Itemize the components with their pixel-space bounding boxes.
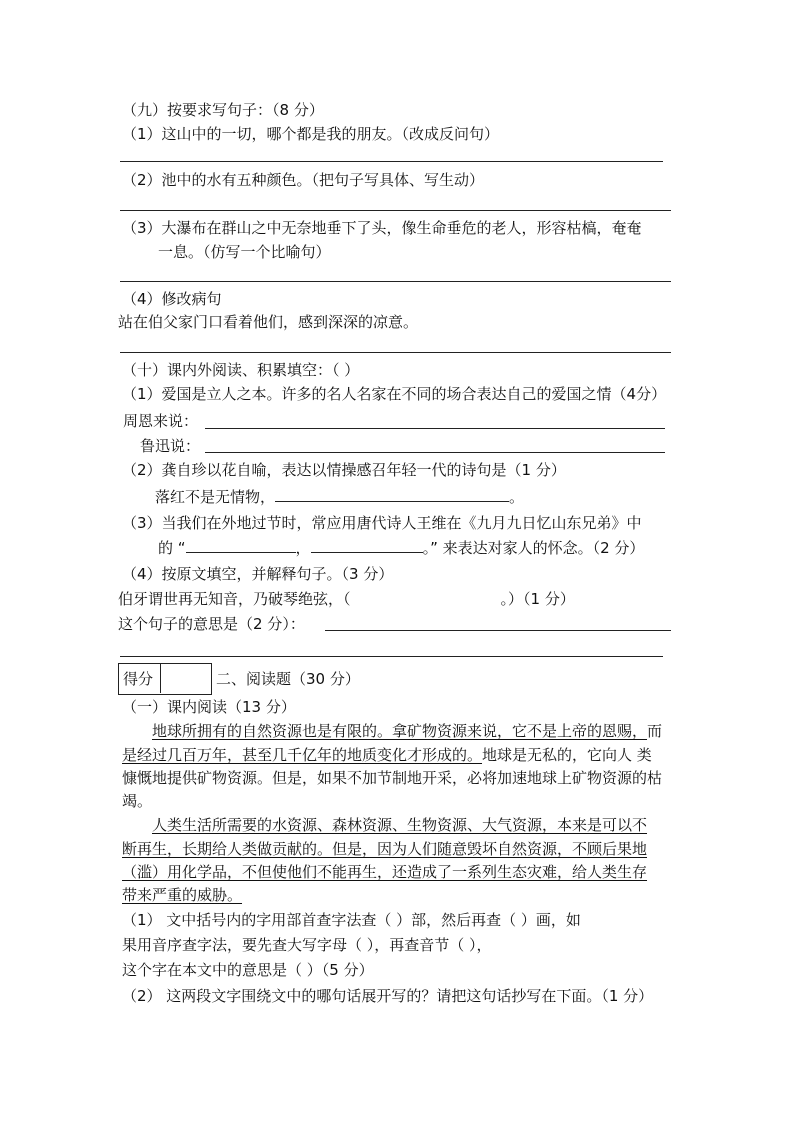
poem-end-mark: 。 — [509, 488, 525, 506]
answer-line-zhou[interactable] — [205, 428, 665, 429]
score-label: 得分 — [123, 670, 154, 688]
verse-comma: ， — [295, 539, 311, 557]
s10-question-4-title: （4）按原文填空，并解释句子。（3 分） — [122, 565, 394, 583]
passage-1-line-1 — [152, 720, 662, 742]
answer-line-s9-q4[interactable] — [120, 352, 671, 353]
s10-question-1: （1）爱国是立人之本。许多的名人名家在不同的场合表达自己的爱国之情（4分） — [122, 385, 667, 403]
sentence-prefix: 伯牙谓世再无知音，乃破琴绝弦，（ — [118, 590, 351, 608]
passage-2-line-4: 带来严重的威胁。 — [122, 886, 243, 904]
passage-1-line-4: 竭。 — [122, 792, 153, 810]
s10-question-3-line-1: （3）当我们在外地过节时，常应用唐代诗人王维在《九月九日忆山东兄弟》中 — [122, 514, 642, 532]
answer-line-s9-q3[interactable] — [120, 281, 671, 282]
s10-question-4-sentence — [118, 588, 575, 610]
part-2-title: 二、阅读题（30 分） — [216, 670, 360, 688]
passage-1-line-2-underlined: 是经过几百万年，甚至几千亿年的地质变化才形成的。 — [122, 746, 483, 764]
s10-question-4-meaning: 这个句子的意思是（2 分）： — [118, 615, 305, 633]
s9-question-2: （2）池中的水有五种颜色。（把句子写具体、写生动） — [122, 171, 485, 189]
s10-question-3-line-2 — [158, 537, 644, 559]
reading-question-2: （2） 这两段文字围绕文中的哪句话展开写的？请把这句话抄写在下面。（1 分） — [122, 987, 654, 1005]
s9-question-3-line-2: 一息。（仿写一个比喻句） — [158, 243, 331, 261]
reading-section-1-title: （一）课内阅读（13 分） — [122, 698, 296, 716]
section-9-title: （九）按要求写句子：（8 分） — [122, 101, 324, 119]
passage-1-line-1-underlined: 地球所拥有的自然资源也是有限的。拿矿物资源来说，它不是上帝的恩赐， — [152, 722, 648, 740]
section-10-title: （十）课内外阅读、积累填空：（ ） — [122, 361, 360, 379]
answer-line-meaning-2[interactable] — [120, 656, 663, 657]
reading-question-1-line-2: 果用音序查字法，要先查大写字母（ ），再查音节（ ）， — [122, 936, 492, 954]
score-input-cell[interactable] — [161, 664, 209, 693]
answer-line-s9-q1[interactable] — [120, 161, 663, 162]
passage-1-line-1-tail: 而 — [647, 722, 663, 740]
s9-question-4-sentence: 站在伯父家门口看着他们，感到深深的凉意。 — [118, 313, 419, 331]
passage-1-line-2-tail: 地球是无私的，它向人 类 — [482, 746, 652, 764]
passage-2-line-3: （滥）用化学品，不但使他们不能再生，还造成了一系列生态灾难，给人类生存 — [122, 863, 648, 881]
answer-line-lu[interactable] — [205, 452, 665, 453]
s9-question-3-line-1: （3）大瀑布在群山之中无奈地垂下了头，像生命垂危的老人，形容枯槁，奄奄 — [122, 219, 642, 237]
verse-blank-1[interactable] — [186, 537, 296, 553]
answer-line-s9-q2[interactable] — [120, 210, 671, 211]
passage-1-line-3: 慷慨地提供矿物资源。但是，如果不加节制地开采，必将加速地球上矿物资源的枯 — [122, 769, 663, 787]
s9-question-4-title: （4）修改病句 — [122, 290, 222, 308]
passage-2-line-2: 断再生，长期给人类做贡献的。但是，因为人们随意毁坏自然资源，不顾后果地 — [122, 840, 648, 858]
poem-first-half: 落红不是无情物， — [155, 488, 276, 506]
lu-xun-label: 鲁迅说： — [140, 437, 201, 455]
s10-question-2: （2）龚自珍以花自喻，表达以情操感召年轻一代的诗句是（1 分） — [122, 461, 566, 479]
sentence-suffix: 。）（1 分） — [500, 590, 575, 608]
poem-blank[interactable] — [275, 486, 509, 502]
quote-close: 。” 来表达对家人的怀念。（2 分） — [422, 539, 645, 557]
reading-question-1-line-3: 这个字在本文中的意思是（ ）（5 分） — [122, 961, 374, 979]
passage-1-line-2 — [122, 744, 652, 766]
verse-blank-2[interactable] — [311, 537, 423, 553]
s10-question-2-poem — [155, 486, 524, 508]
answer-line-meaning[interactable] — [325, 630, 671, 631]
s9-question-1: （1）这山中的一切，哪个都是我的朋友。（改成反问句） — [122, 125, 500, 143]
passage-2-line-1: 人类生活所需要的水资源、森林资源、生物资源、大气资源，本来是可以不 — [152, 816, 648, 834]
reading-question-1-line-1: （1） 文中括号内的字用部首查字法查（ ）部，然后再查（ ）画，如 — [122, 911, 581, 929]
quote-open: 的 “ — [158, 539, 186, 557]
zhou-enlai-label: 周恩来说： — [123, 412, 199, 430]
